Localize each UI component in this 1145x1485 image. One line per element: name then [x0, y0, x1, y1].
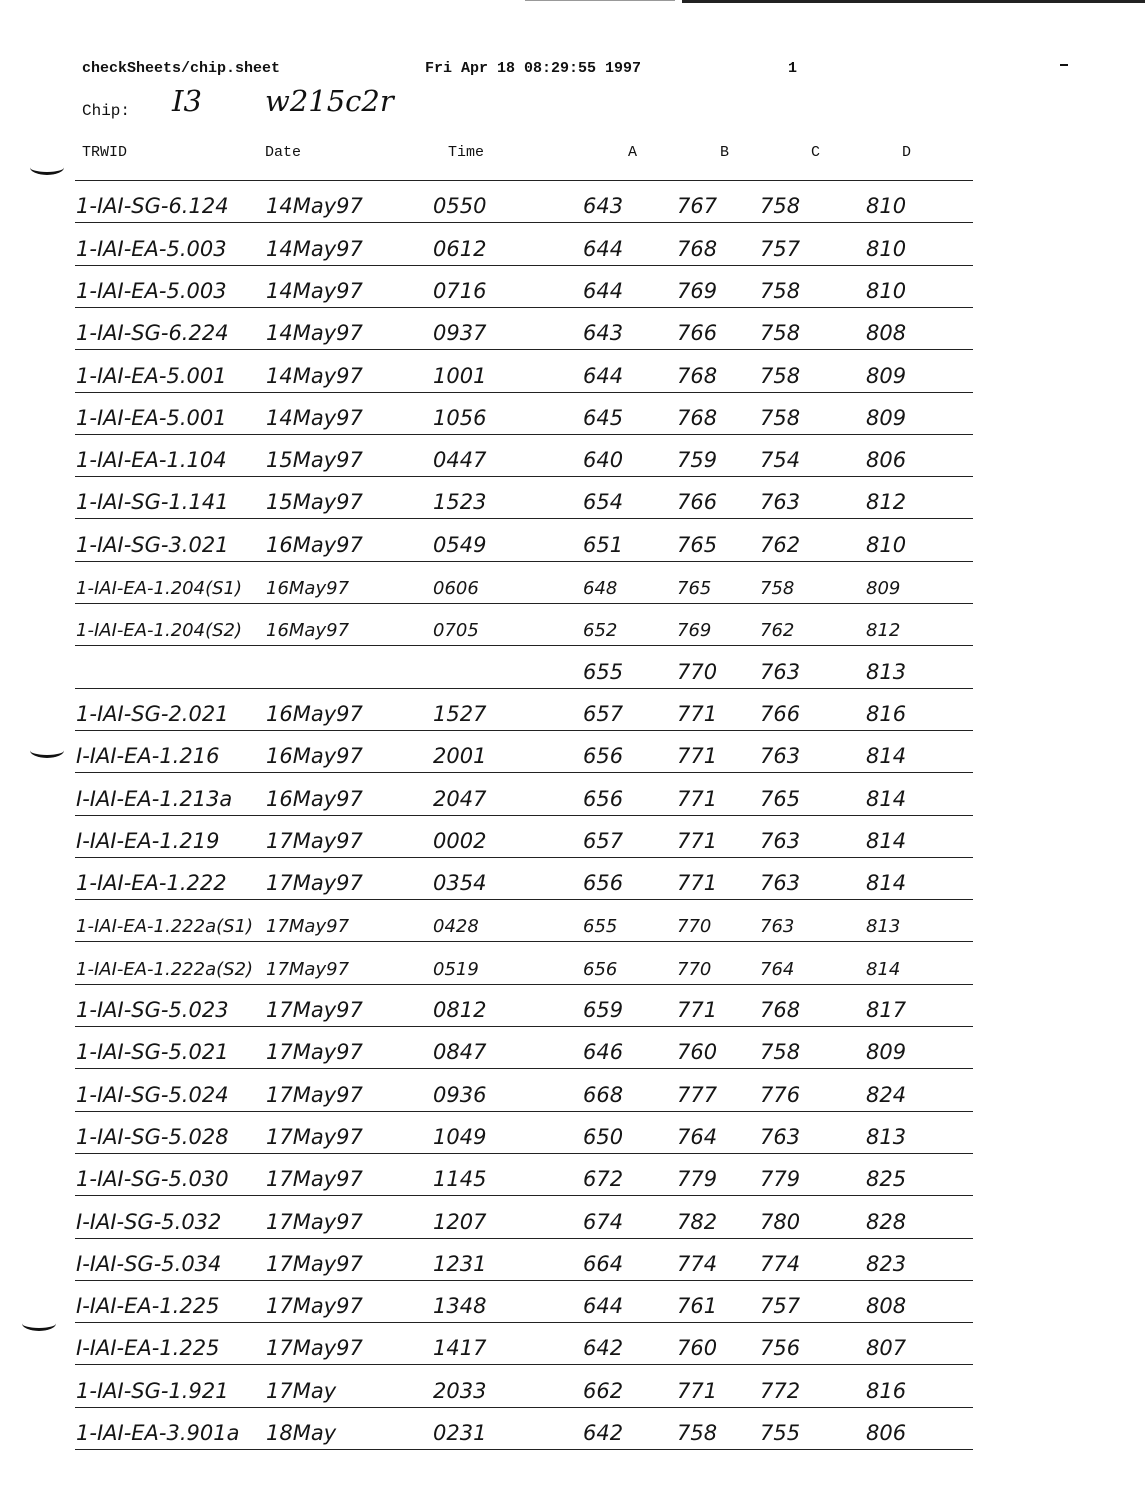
- row-rule: [75, 1195, 973, 1196]
- cell-date: 14May97: [266, 236, 363, 261]
- cell-c: 772: [760, 1378, 801, 1403]
- row-rule: [75, 772, 973, 773]
- row-rule: [75, 222, 973, 223]
- cell-trwid: 1-IAI-SG-3.021: [76, 532, 229, 557]
- cell-d: 814: [866, 786, 907, 811]
- row-rule: [75, 349, 973, 350]
- cell-b: 771: [677, 998, 718, 1022]
- cell-d: 808: [866, 1294, 907, 1319]
- table-row: [0, 1242, 1145, 1280]
- cell-b: 777: [677, 1082, 718, 1107]
- cell-time: 1145: [433, 1167, 487, 1192]
- table-row: [0, 777, 1145, 815]
- cell-b: 766: [677, 321, 718, 346]
- cell-date: 17May97: [266, 916, 350, 938]
- cell-a: 645: [583, 405, 624, 430]
- table-row: [0, 1115, 1145, 1153]
- cell-d: 816: [866, 701, 907, 726]
- chip-value: I3: [172, 84, 202, 118]
- cell-time: 1348: [433, 1294, 487, 1319]
- cell-date: 15May97: [266, 448, 363, 473]
- cell-c: 766: [760, 701, 801, 726]
- row-rule: [75, 688, 973, 689]
- cell-trwid: 1-IAI-EA-1.222: [76, 871, 227, 896]
- row-rule: [75, 518, 973, 519]
- cell-b: 758: [677, 1421, 718, 1445]
- table-row: [0, 184, 1145, 222]
- table-row: [0, 565, 1145, 603]
- page-number: 1: [788, 60, 798, 77]
- cell-b: 760: [677, 1336, 718, 1361]
- cell-b: 768: [677, 363, 718, 388]
- row-rule: [75, 1449, 973, 1450]
- cell-a: 654: [583, 490, 624, 515]
- cell-time: 0937: [433, 321, 487, 346]
- table-row: [0, 988, 1145, 1026]
- row-rule: [75, 476, 973, 477]
- cell-trwid: 1-IAI-SG-5.028: [76, 1124, 229, 1149]
- cell-date: 17May97: [266, 1336, 363, 1361]
- row-rule: [75, 730, 973, 731]
- cell-trwid: 1-IAI-SG-2.021: [76, 701, 229, 726]
- table-row: [0, 1200, 1145, 1238]
- cell-time: 0612: [433, 236, 487, 261]
- cell-time: 0812: [433, 998, 487, 1022]
- cell-time: 0002: [433, 828, 487, 853]
- cell-d: 808: [866, 321, 907, 346]
- cell-d: 813: [866, 659, 907, 684]
- table-header-rule: [75, 180, 973, 181]
- cell-date: 17May97: [266, 871, 363, 896]
- cell-d: 810: [866, 194, 907, 219]
- column-header-b: B: [720, 144, 730, 161]
- cell-a: 648: [583, 578, 618, 599]
- cell-c: 774: [760, 1251, 801, 1276]
- cell-trwid: 1-IAI-EA-1.222a(S1): [76, 916, 254, 938]
- cell-c: 763: [760, 744, 801, 769]
- cell-date: 17May97: [266, 1251, 363, 1276]
- cell-date: 16May97: [266, 786, 363, 811]
- row-rule: [75, 307, 973, 308]
- row-rule: [75, 434, 973, 435]
- cell-trwid: 1-IAI-SG-5.030: [76, 1167, 229, 1192]
- cell-d: 817: [866, 998, 907, 1022]
- cell-b: 769: [677, 620, 712, 642]
- cell-c: 776: [760, 1082, 801, 1107]
- cell-time: 0549: [433, 532, 487, 557]
- column-header-a: A: [628, 144, 638, 161]
- cell-time: 2033: [433, 1378, 487, 1403]
- cell-b: 774: [677, 1251, 718, 1276]
- cell-a: 643: [583, 321, 624, 346]
- cell-time: 1001: [433, 363, 487, 388]
- row-rule: [75, 1153, 973, 1154]
- cell-date: 17May97: [266, 1040, 363, 1065]
- cell-c: 762: [760, 620, 795, 642]
- cell-a: 644: [583, 236, 624, 261]
- cell-b: 768: [677, 236, 718, 261]
- cell-time: 0550: [433, 194, 487, 219]
- table-row: [0, 1073, 1145, 1111]
- cell-b: 771: [677, 828, 718, 853]
- wafer-value: w215c2r: [265, 84, 394, 118]
- scan-mark: [1060, 64, 1068, 66]
- cell-trwid: I-IAI-EA-1.219: [76, 828, 220, 853]
- cell-c: 754: [760, 448, 801, 473]
- cell-date: 17May97: [266, 1167, 363, 1192]
- cell-d: 825: [866, 1167, 907, 1192]
- cell-c: 758: [760, 363, 801, 388]
- cell-c: 762: [760, 532, 801, 557]
- table-row: [0, 1369, 1145, 1407]
- cell-d: 812: [866, 620, 901, 642]
- cell-trwid: 1-IAI-EA-5.001: [76, 363, 227, 388]
- cell-a: 643: [583, 194, 624, 219]
- cell-trwid: 1-IAI-SG-1.921: [76, 1378, 229, 1403]
- cell-date: 16May97: [266, 532, 363, 557]
- row-rule: [75, 561, 973, 562]
- cell-c: 765: [760, 786, 801, 811]
- cell-c: 758: [760, 321, 801, 346]
- scan-edge-line: [525, 0, 675, 1]
- table-row: [0, 650, 1145, 688]
- row-rule: [75, 857, 973, 858]
- cell-trwid: 1-IAI-EA-5.003: [76, 236, 227, 261]
- cell-c: 758: [760, 578, 795, 599]
- table-row: [0, 227, 1145, 265]
- cell-date: 17May: [266, 1378, 337, 1403]
- cell-time: 1056: [433, 405, 487, 430]
- cell-b: 768: [677, 405, 718, 430]
- cell-trwid: I-IAI-SG-5.034: [76, 1251, 222, 1276]
- table-row: [0, 311, 1145, 349]
- cell-trwid: 1-IAI-EA-1.104: [76, 448, 227, 473]
- cell-date: 14May97: [266, 194, 363, 219]
- cell-b: 771: [677, 786, 718, 811]
- chip-label: Chip:: [82, 102, 131, 120]
- cell-a: 662: [583, 1378, 624, 1403]
- cell-a: 651: [583, 532, 624, 557]
- cell-date: 17May97: [266, 828, 363, 853]
- cell-trwid: 1-IAI-EA-5.001: [76, 405, 227, 430]
- cell-a: 650: [583, 1124, 624, 1149]
- cell-time: 0428: [433, 916, 479, 938]
- cell-c: 764: [760, 958, 795, 980]
- cell-time: 1207: [433, 1209, 487, 1234]
- row-rule: [75, 1026, 973, 1027]
- table-row: [0, 1284, 1145, 1322]
- cell-trwid: 1-IAI-EA-1.204(S1): [76, 578, 243, 599]
- cell-a: 656: [583, 744, 624, 769]
- row-rule: [75, 1364, 973, 1365]
- cell-time: 2047: [433, 786, 487, 811]
- cell-time: 0847: [433, 1040, 487, 1065]
- cell-date: 15May97: [266, 490, 363, 515]
- table-row: [0, 354, 1145, 392]
- row-rule: [75, 603, 973, 604]
- cell-a: 652: [583, 620, 618, 642]
- cell-a: 657: [583, 701, 624, 726]
- cell-date: 14May97: [266, 405, 363, 430]
- cell-a: 659: [583, 998, 624, 1022]
- cell-d: 809: [866, 578, 901, 599]
- cell-time: 1523: [433, 490, 487, 515]
- cell-b: 771: [677, 701, 718, 726]
- column-header-date: Date: [265, 144, 302, 161]
- cell-b: 765: [677, 532, 718, 557]
- cell-d: 809: [866, 1040, 907, 1065]
- cell-date: 17May97: [266, 1294, 363, 1319]
- cell-trwid: 1-IAI-SG-5.023: [76, 998, 229, 1022]
- cell-date: 16May97: [266, 620, 350, 642]
- cell-d: 809: [866, 405, 907, 430]
- cell-time: 0354: [433, 871, 487, 896]
- cell-time: 0231: [433, 1421, 487, 1445]
- row-rule: [75, 1068, 973, 1069]
- cell-a: 642: [583, 1421, 624, 1445]
- cell-c: 780: [760, 1209, 801, 1234]
- cell-date: 16May97: [266, 744, 363, 769]
- row-rule: [75, 1407, 973, 1408]
- cell-a: 644: [583, 363, 624, 388]
- cell-d: 813: [866, 916, 901, 938]
- cell-b: 766: [677, 490, 718, 515]
- cell-time: 0606: [433, 578, 479, 599]
- cell-b: 770: [677, 659, 718, 684]
- cell-time: 0936: [433, 1082, 487, 1107]
- cell-time: 1049: [433, 1124, 487, 1149]
- cell-d: 809: [866, 363, 907, 388]
- table-row: [0, 1157, 1145, 1195]
- cell-d: 823: [866, 1251, 907, 1276]
- cell-trwid: 1-IAI-SG-1.141: [76, 490, 229, 515]
- cell-a: 656: [583, 786, 624, 811]
- table-row: [0, 480, 1145, 518]
- cell-c: 763: [760, 490, 801, 515]
- cell-a: 674: [583, 1209, 624, 1234]
- cell-d: 810: [866, 278, 907, 303]
- cell-d: 814: [866, 744, 907, 769]
- table-row: [0, 692, 1145, 730]
- row-rule: [75, 392, 973, 393]
- cell-date: 18May: [266, 1421, 337, 1445]
- cell-a: 672: [583, 1167, 624, 1192]
- cell-d: 806: [866, 448, 907, 473]
- cell-c: 755: [760, 1421, 801, 1445]
- cell-c: 758: [760, 194, 801, 219]
- cell-trwid: I-IAI-EA-1.216: [76, 744, 220, 769]
- cell-time: 0705: [433, 620, 479, 642]
- cell-trwid: I-IAI-SG-5.032: [76, 1209, 222, 1234]
- cell-b: 771: [677, 744, 718, 769]
- cell-trwid: 1-IAI-EA-1.222a(S2): [76, 958, 254, 980]
- cell-trwid: 1-IAI-EA-3.901a: [76, 1421, 240, 1445]
- cell-b: 771: [677, 871, 718, 896]
- cell-a: 644: [583, 1294, 624, 1319]
- cell-b: 779: [677, 1167, 718, 1192]
- table-row: [0, 1030, 1145, 1068]
- cell-time: 0447: [433, 448, 487, 473]
- cell-date: 17May97: [266, 1209, 363, 1234]
- cell-d: 810: [866, 532, 907, 557]
- cell-b: 782: [677, 1209, 718, 1234]
- cell-time: 1527: [433, 701, 487, 726]
- row-rule: [75, 1238, 973, 1239]
- cell-a: 655: [583, 916, 618, 938]
- row-rule: [75, 1111, 973, 1112]
- cell-trwid: 1-IAI-SG-6.124: [76, 194, 229, 219]
- table-row: [0, 607, 1145, 645]
- cell-date: 17May97: [266, 958, 350, 980]
- cell-c: 756: [760, 1336, 801, 1361]
- cell-a: 668: [583, 1082, 624, 1107]
- cell-time: 2001: [433, 744, 487, 769]
- table-row: [0, 819, 1145, 857]
- cell-b: 759: [677, 448, 718, 473]
- cell-a: 656: [583, 958, 618, 980]
- cell-c: 758: [760, 1040, 801, 1065]
- cell-a: 640: [583, 448, 624, 473]
- table-row: [0, 903, 1145, 941]
- cell-b: 771: [677, 1378, 718, 1403]
- column-header-c: C: [811, 144, 821, 161]
- table-row: [0, 396, 1145, 434]
- cell-c: 758: [760, 278, 801, 303]
- cell-trwid: 1-IAI-SG-6.224: [76, 321, 229, 346]
- row-rule: [75, 645, 973, 646]
- row-rule: [75, 941, 973, 942]
- sheet-filename: checkSheets/chip.sheet: [82, 60, 281, 77]
- margin-tick-mark: [30, 160, 64, 175]
- table-row: [0, 946, 1145, 984]
- cell-d: 806: [866, 1421, 907, 1445]
- cell-date: 16May97: [266, 701, 363, 726]
- cell-d: 814: [866, 828, 907, 853]
- cell-trwid: I-IAI-EA-1.225: [76, 1336, 220, 1361]
- row-rule: [75, 899, 973, 900]
- cell-a: 655: [583, 659, 624, 684]
- table-row: [0, 269, 1145, 307]
- cell-c: 757: [760, 236, 801, 261]
- cell-d: 814: [866, 871, 907, 896]
- cell-b: 767: [677, 194, 718, 219]
- column-header-time: Time: [448, 144, 485, 161]
- row-rule: [75, 265, 973, 266]
- cell-d: 813: [866, 1124, 907, 1149]
- sheet-datetime: Fri Apr 18 08:29:55 1997: [425, 60, 642, 77]
- cell-time: 1231: [433, 1251, 487, 1276]
- cell-c: 763: [760, 659, 801, 684]
- cell-c: 768: [760, 998, 801, 1022]
- table-row: [0, 1326, 1145, 1364]
- cell-a: 644: [583, 278, 624, 303]
- cell-a: 656: [583, 871, 624, 896]
- row-rule: [75, 1280, 973, 1281]
- cell-a: 646: [583, 1040, 624, 1065]
- cell-trwid: 1-IAI-EA-5.003: [76, 278, 227, 303]
- table-row: [0, 861, 1145, 899]
- cell-d: 812: [866, 490, 907, 515]
- cell-b: 770: [677, 958, 712, 980]
- cell-c: 763: [760, 871, 801, 896]
- cell-d: 816: [866, 1378, 907, 1403]
- table-row: [0, 523, 1145, 561]
- cell-a: 664: [583, 1251, 624, 1276]
- cell-d: 824: [866, 1082, 907, 1107]
- cell-date: 17May97: [266, 998, 363, 1022]
- cell-d: 814: [866, 958, 901, 980]
- cell-d: 828: [866, 1209, 907, 1234]
- cell-a: 657: [583, 828, 624, 853]
- cell-d: 810: [866, 236, 907, 261]
- column-header-trwid: TRWID: [82, 144, 128, 161]
- cell-c: 763: [760, 828, 801, 853]
- cell-d: 807: [866, 1336, 907, 1361]
- cell-c: 763: [760, 1124, 801, 1149]
- cell-c: 757: [760, 1294, 801, 1319]
- cell-b: 760: [677, 1040, 718, 1065]
- cell-b: 764: [677, 1124, 718, 1149]
- cell-trwid: 1-IAI-EA-1.204(S2): [76, 620, 243, 642]
- cell-date: 17May97: [266, 1082, 363, 1107]
- cell-b: 761: [677, 1294, 718, 1319]
- cell-b: 769: [677, 278, 718, 303]
- cell-b: 770: [677, 916, 712, 938]
- cell-time: 0519: [433, 958, 479, 980]
- table-row: [0, 1411, 1145, 1449]
- column-header-d: D: [902, 144, 912, 161]
- cell-time: 1417: [433, 1336, 487, 1361]
- cell-b: 765: [677, 578, 712, 599]
- cell-trwid: 1-IAI-SG-5.021: [76, 1040, 229, 1065]
- row-rule: [75, 984, 973, 985]
- cell-trwid: I-IAI-EA-1.225: [76, 1294, 220, 1319]
- scan-edge-line: [682, 0, 1145, 3]
- cell-trwid: 1-IAI-SG-5.024: [76, 1082, 229, 1107]
- cell-time: 0716: [433, 278, 487, 303]
- cell-date: 14May97: [266, 321, 363, 346]
- cell-c: 779: [760, 1167, 801, 1192]
- row-rule: [75, 1322, 973, 1323]
- table-row: [0, 438, 1145, 476]
- cell-date: 14May97: [266, 278, 363, 303]
- cell-c: 763: [760, 916, 795, 938]
- cell-date: 17May97: [266, 1124, 363, 1149]
- cell-a: 642: [583, 1336, 624, 1361]
- row-rule: [75, 815, 973, 816]
- cell-date: 14May97: [266, 363, 363, 388]
- cell-date: 16May97: [266, 578, 350, 599]
- cell-c: 758: [760, 405, 801, 430]
- table-row: [0, 734, 1145, 772]
- cell-trwid: I-IAI-EA-1.213a: [76, 786, 233, 811]
